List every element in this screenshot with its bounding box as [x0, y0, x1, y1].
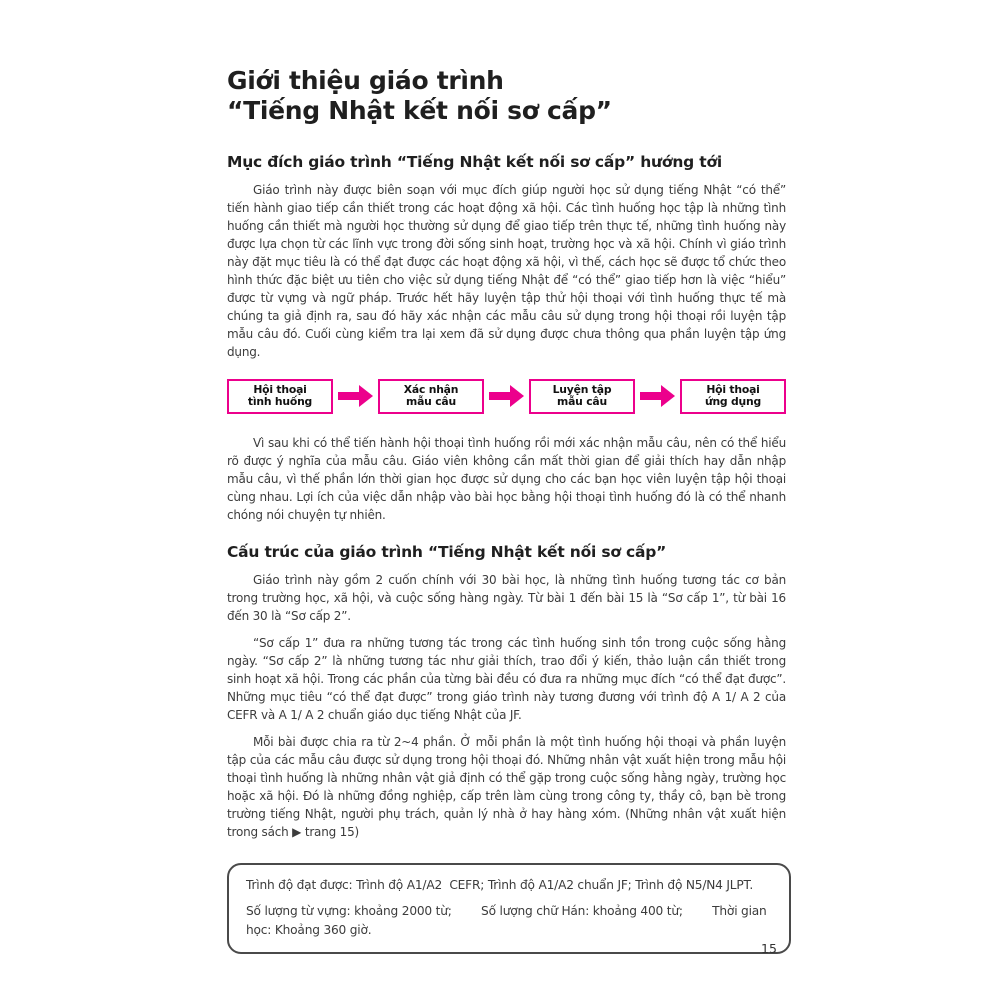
flow-step-label: tình huống — [247, 395, 313, 408]
flow-step-label: Luyện tập — [552, 382, 612, 396]
course-summary-box — [227, 863, 791, 954]
section1-heading: Mục đích giáo trình “Tiếng Nhật kết nối sơ cấp” hướng tới — [227, 153, 723, 171]
arrow-right-icon — [488, 385, 525, 407]
flow-step-label: Hội thoại — [253, 382, 307, 396]
summary-levels-line: Trình độ đạt được: Trình độ A1/A2 CEFR; Trình độ A1/A2 chuẩn JF; Trình độ N5/N4 JLPT. — [246, 878, 754, 892]
flow-step-label: mẫu câu — [557, 395, 607, 408]
section1-paragraph-1: Giáo trình này được biên soạn với mục đích giúp người học sử dụng tiếng Nhật “có thể” tiến hành giao tiếp cần thiết trong các hoạt động xã hội. Các tình huống học tập là những tình huống cần thiết mà người học thường sử dụng để giao tiếp trên thực tế, những tình huống này được lựa chọn từ các lĩnh vực trong đời sống sinh hoạt, trường học và xã hội. Chính vì giáo trình này đặt mục tiêu là có thể đạt được các hoạt động xã hội, vì thế, cách học sẽ được tổ chức theo hình thức đặc biệt ưu tiên cho việc sử dụng tiếng Nhật để “có thể” giao tiếp hơn là việc “hiểu” được từ vựng và ngữ pháp. Trước hết hãy luyện tập thử hội thoại với tình huống thực tế mà chúng ta giả định ra, sau đó hãy xác nhận các mẫu câu sử dụng trong hội thoại rồi luyện tập mẫu câu đó. Cuối cùng kiểm tra lại xem đã sử dụng được chưa thông qua phần luyện tập ứng dụng. — [227, 183, 786, 359]
flow-step-situational-dialogue — [227, 379, 333, 414]
arrow-right-icon — [639, 385, 676, 407]
page-title-line-1: Giới thiệu giáo trình — [227, 66, 504, 95]
flow-step-confirm-patterns — [378, 379, 484, 414]
section1-paragraph-2: Vì sau khi có thể tiến hành hội thoại tình huống rồi mới xác nhận mẫu câu, nên có thể hiểu rõ được ý nghĩa của mẫu câu. Giáo viên không cần mất thời gian để giải thích hay dẫn nhập mẫu câu, vì thế phần lớn thời gian học được sử dụng cho các bạn học viên luyện tập hội thoại cùng nhau. Lợi ích của việc dẫn nhập vào bài học bằng hội thoại tình huống đó là có thể nhanh chóng nói chuyện tự nhiên. — [227, 436, 786, 522]
flow-step-practice-patterns — [529, 379, 635, 414]
flow-step-label: Hội thoại — [706, 382, 760, 396]
page-title — [227, 66, 786, 126]
flow-step-label: Xác nhận — [403, 382, 459, 396]
section2-heading: Cấu trúc của giáo trình “Tiếng Nhật kết nối sơ cấp” — [227, 543, 667, 561]
flow-step-label: mẫu câu — [406, 395, 456, 408]
flow-step-applied-dialogue — [680, 379, 786, 414]
page-number: 15 — [761, 941, 777, 956]
arrow-right-icon — [337, 385, 374, 407]
flow-step-label: ứng dụng — [704, 395, 762, 408]
page-title-line-2: “Tiếng Nhật kết nối sơ cấp” — [227, 96, 612, 125]
page-content — [227, 66, 786, 954]
summary-counts-line: Số lượng từ vựng: khoảng 2000 từ; Số lượng chữ Hán: khoảng 400 từ; Thời gian học: Khoảng 360 giờ. — [246, 904, 771, 937]
section2-paragraph-1: Giáo trình này gồm 2 cuốn chính với 30 bài học, là những tình huống tương tác cơ bản trong trường học, xã hội, và cuộc sống hàng ngày. Từ bài 1 đến bài 15 là “Sơ cấp 1”, từ bài 16 đến 30 là “Sơ cấp 2”. — [227, 573, 786, 623]
flow-diagram — [227, 378, 786, 414]
section2-paragraph-3: Mỗi bài được chia ra từ 2~4 phần. Ở mỗi phần là một tình huống hội thoại và phần luyện tập của các mẫu câu được sử dụng trong hội thoại đó. Những nhân vật xuất hiện trong mẫu hội thoại tình huống là những nhân vật giả định có thể gặp trong cuộc sống hằng ngày, trường học hoặc xã hội. Đó là những đồng nghiệp, cấp trên làm cùng trong công ty, thầy cô, bạn bè trong trường tiếng Nhật, người phụ trách, quản lý nhà ở hay hàng xóm. (Những nhân vật xuất hiện trong sách ▶ trang 15) — [227, 735, 786, 839]
section2-paragraph-2: “Sơ cấp 1” đưa ra những tương tác trong các tình huống sinh tồn trong cuộc sống hằng ngày. “Sơ cấp 2” là những tương tác như giải thích, trao đổi ý kiến, thảo luận cần thiết trong sinh hoạt xã hội. Trong các phần của từng bài đều có đưa ra những mục đích “có thể đạt được”. Những mục tiêu “có thể đạt được” trong giáo trình này tương đương với trình độ A 1/ A 2 của CEFR và A 1/ A 2 chuẩn giáo dục tiếng Nhật của JF. — [227, 636, 786, 722]
